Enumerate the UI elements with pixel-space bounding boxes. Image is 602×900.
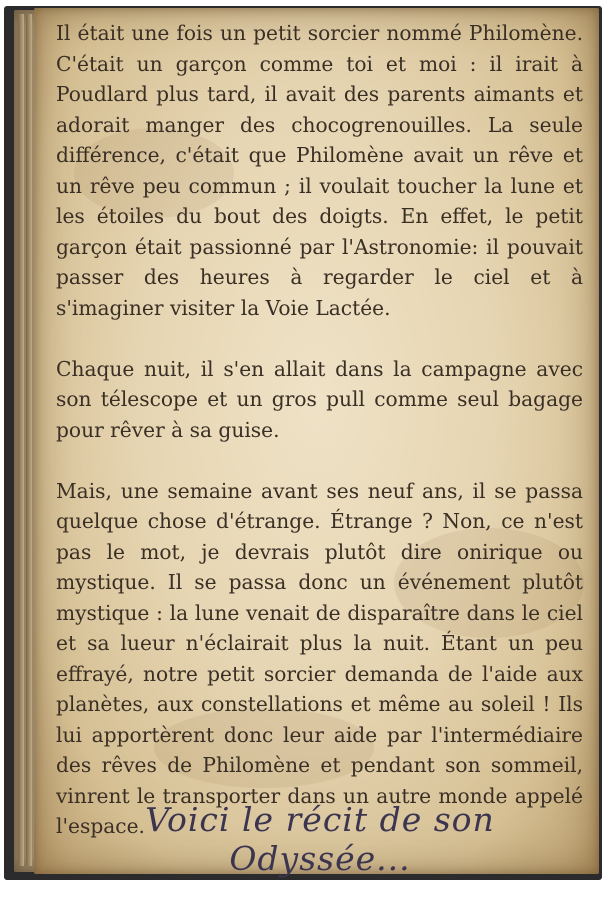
- page-edge: [18, 14, 24, 866]
- story-paragraph: Chaque nuit, il s'en allait dans la campagne avec son télescope et un gros pull comme seul bagage pour rêver à sa guise.: [56, 356, 583, 442]
- story-text: [56, 18, 583, 872]
- closing-line: Voici le récit de son Odyssée...: [145, 800, 495, 878]
- story-paragraph: Mais, une semaine avant ses neuf ans, il se passa quelque chose d'étrange. Étrange ? Non, ce n'est pas le mot, je devrais plutôt dire onirique ou mystique. Il se passa donc un événement plutôt mystique : la lune venait de disparaître dans le ciel et sa lueur n'éclairait plus la nuit. Étant un peu effrayé, notre petit sorcier demanda de l'aide aux planètes, aux constellations et même au soleil ! Ils lui apportèrent donc leur aide par l'intermédiaire des rêves de Philomène et pendant son sommeil, vinrent le transporter dans un autre monde appelé l'espace.: [56, 478, 583, 838]
- page-edge: [26, 14, 32, 866]
- story-paragraph: Il était une fois un petit sorcier nommé Philomène. C'était un garçon comme toi et moi : il irait à Poudlard plus tard, il avait des parents aimants et adorait manger des chocogrenouilles. La seule différence, c'était que Philomène avait un rêve et un rêve peu commun ; il voulait toucher la lune et les étoiles du bout des doigts. En effet, le petit garçon était passionné par l'Astronomie: il pouvait passer des heures à regarder le ciel et à s'imaginer visiter la Voie Lactée.: [56, 21, 583, 320]
